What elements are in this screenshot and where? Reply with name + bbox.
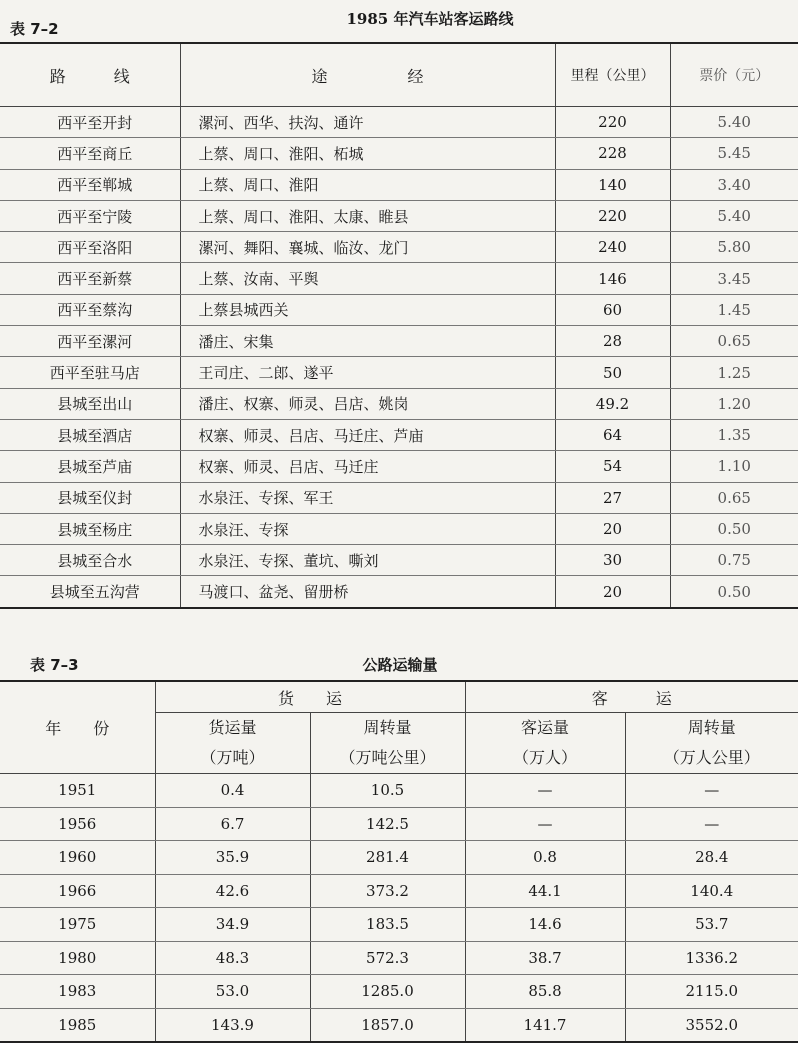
passenger-volume-cell: 44.1 [465,874,625,908]
via-cell: 漯河、舞阳、襄城、临汝、龙门 [180,232,555,263]
table-7-2-header-row [0,43,798,107]
table-row [0,200,798,231]
freight-volume-cell: 48.3 [155,941,310,975]
via-cell: 马渡口、盆尧、留册桥 [180,576,555,608]
passenger-turnover-cell: — [625,807,798,841]
freight-turnover-cell: 373.2 [310,874,465,908]
freight-turnover-cell: 142.5 [310,807,465,841]
passenger-volume-cell: 14.6 [465,908,625,942]
distance-cell: 228 [555,138,670,169]
table-row [0,941,798,975]
table-7-2-title: 1985 年汽车站客运路线 [346,10,514,28]
table-row [0,107,798,138]
via-cell: 上蔡、周口、淮阳 [180,169,555,200]
header-passenger-turnover-unit: （万人公里） [663,748,760,767]
price-cell: 1.45 [670,294,798,325]
year-cell: 1983 [0,975,155,1009]
passenger-volume-cell: 0.8 [465,841,625,875]
price-cell: 5.40 [670,107,798,138]
table-7-3-label: 表 7–3 [30,656,79,674]
table-7-3-title: 公路运输量 [362,656,438,674]
route-cell: 西平至洛阳 [0,232,180,263]
passenger-turnover-cell: — [625,774,798,808]
distance-cell: 54 [555,451,670,482]
table-row [0,169,798,200]
table-row [0,513,798,544]
table-row [0,545,798,576]
freight-turnover-cell: 572.3 [310,941,465,975]
freight-volume-cell: 42.6 [155,874,310,908]
year-cell: 1966 [0,874,155,908]
header-freight-turnover-unit: （万吨公里） [339,748,436,767]
via-cell: 上蔡、汝南、平舆 [180,263,555,294]
distance-cell: 220 [555,107,670,138]
freight-volume-cell: 143.9 [155,1008,310,1042]
table-row [0,774,798,808]
distance-cell: 20 [555,513,670,544]
passenger-volume-cell: — [465,807,625,841]
table-row [0,388,798,419]
passenger-turnover-cell: 2115.0 [625,975,798,1009]
passenger-volume-cell: — [465,774,625,808]
price-cell: 1.25 [670,357,798,388]
year-cell: 1960 [0,841,155,875]
freight-turnover-cell: 1857.0 [310,1008,465,1042]
freight-volume-cell: 0.4 [155,774,310,808]
distance-cell: 240 [555,232,670,263]
freight-volume-cell: 34.9 [155,908,310,942]
freight-turnover-cell: 1285.0 [310,975,465,1009]
table-row [0,576,798,608]
header-freight-volume [155,713,310,774]
passenger-turnover-cell: 3552.0 [685,1015,739,1034]
price-cell: 5.45 [670,138,798,169]
route-cell: 县城至芦庙 [0,451,180,482]
header-distance: 里程（公里） [555,43,670,107]
year-cell: 1956 [0,807,155,841]
table-row [0,232,798,263]
via-cell: 水泉汪、专探、董坑、嘶刘 [180,545,555,576]
table-row [0,357,798,388]
passenger-turnover-cell: 53.7 [625,908,798,942]
route-cell: 西平至蔡沟 [0,294,180,325]
price-cell: 5.80 [670,232,798,263]
price-cell: 3.40 [670,169,798,200]
header-freight-turnover [310,713,465,774]
via-cell: 王司庄、二郎、遂平 [180,357,555,388]
freight-turnover-cell: 183.5 [310,908,465,942]
price-cell: 1.10 [670,451,798,482]
table-row [0,482,798,513]
freight-turnover-cell: 10.5 [310,774,465,808]
price-cell: 0.50 [670,513,798,544]
table-row [0,807,798,841]
price-cell: 0.65 [670,482,798,513]
route-cell: 县城至五沟营 [0,576,180,608]
route-cell: 县城至出山 [0,388,180,419]
header-passenger-turnover-label: 周转量 [687,718,736,737]
passenger-volume-cell: 141.7 [465,1008,625,1042]
route-cell: 西平至商丘 [0,138,180,169]
price-cell: 5.40 [670,200,798,231]
via-cell: 水泉汪、专探、军王 [180,482,555,513]
distance-cell: 20 [555,576,670,608]
distance-cell: 64 [555,419,670,450]
year-cell: 1975 [0,908,155,942]
passenger-turnover-cell: 140.4 [625,874,798,908]
table-row [0,874,798,908]
header-freight: 货 运 [155,681,465,713]
via-cell: 上蔡县城西关 [180,294,555,325]
distance-cell: 50 [555,357,670,388]
header-passenger-volume-label: 客运量 [521,718,570,737]
header-freight-volume-unit: （万吨） [200,748,265,767]
via-cell: 权寨、师灵、吕店、马迁庄 [180,451,555,482]
table-row [0,1008,798,1042]
passenger-turnover-cell: 1336.2 [625,941,798,975]
year-cell: 1980 [0,941,155,975]
table-row [0,975,798,1009]
route-cell: 西平至开封 [0,107,180,138]
header-price: 票价（元） [670,43,798,107]
distance-cell: 220 [555,200,670,231]
header-passenger-volume [465,713,625,774]
price-cell: 0.65 [670,326,798,357]
route-cell: 县城至酒店 [0,419,180,450]
passenger-turnover-cell: 28.4 [625,841,798,875]
route-cell: 西平至宁陵 [0,200,180,231]
year-cell: 1985 [0,1008,155,1042]
table-row [0,326,798,357]
route-cell: 县城至仪封 [0,482,180,513]
distance-cell: 30 [555,545,670,576]
table-row [0,451,798,482]
freight-turnover-cell: 281.4 [310,841,465,875]
header-freight-volume-label: 货运量 [208,718,257,737]
freight-volume-cell: 35.9 [155,841,310,875]
header-passenger-volume-unit: （万人） [513,748,578,767]
distance-cell: 49.2 [555,388,670,419]
via-cell: 上蔡、周口、淮阳、柘城 [180,138,555,169]
route-cell: 西平至郸城 [0,169,180,200]
header-freight-turnover-label: 周转量 [363,718,412,737]
route-cell: 西平至驻马店 [0,357,180,388]
price-cell: 1.20 [670,388,798,419]
distance-cell: 146 [555,263,670,294]
header-passenger-turnover [625,713,798,774]
table-row [0,263,798,294]
table-7-3-header-row-1 [0,681,798,713]
route-cell: 西平至新蔡 [0,263,180,294]
route-cell: 县城至杨庄 [0,513,180,544]
table-row [0,419,798,450]
route-cell: 西平至漯河 [0,326,180,357]
passenger-volume-cell: 38.7 [465,941,625,975]
table-row [0,841,798,875]
freight-volume-cell: 53.0 [155,975,310,1009]
table-7-2-label: 表 7–2 [10,20,59,38]
via-cell: 潘庄、权寨、师灵、吕店、姚岗 [180,388,555,419]
via-cell: 潘庄、宋集 [180,326,555,357]
via-cell: 水泉汪、专探 [180,513,555,544]
distance-cell: 27 [555,482,670,513]
passenger-volume-cell: 85.8 [465,975,625,1009]
distance-cell: 28 [555,326,670,357]
header-route: 路 线 [0,43,180,107]
freight-volume-cell: 6.7 [155,807,310,841]
price-cell: 0.50 [717,582,751,601]
via-cell: 上蔡、周口、淮阳、太康、睢县 [180,200,555,231]
header-via: 途 经 [180,43,555,107]
price-cell: 1.35 [670,419,798,450]
distance-cell: 60 [555,294,670,325]
distance-cell: 140 [555,169,670,200]
table-row [0,138,798,169]
table-row [0,908,798,942]
via-cell: 权寨、师灵、吕店、马迁庄、芦庙 [180,419,555,450]
table-7-2 [0,42,798,609]
price-cell: 0.75 [670,545,798,576]
via-cell: 漯河、西华、扶沟、通许 [180,107,555,138]
table-row [0,294,798,325]
table-7-3 [0,680,798,1043]
header-passenger: 客 运 [465,681,798,713]
price-cell: 3.45 [670,263,798,294]
route-cell: 县城至合水 [0,545,180,576]
year-cell: 1951 [0,774,155,808]
header-year: 年 份 [0,681,155,774]
